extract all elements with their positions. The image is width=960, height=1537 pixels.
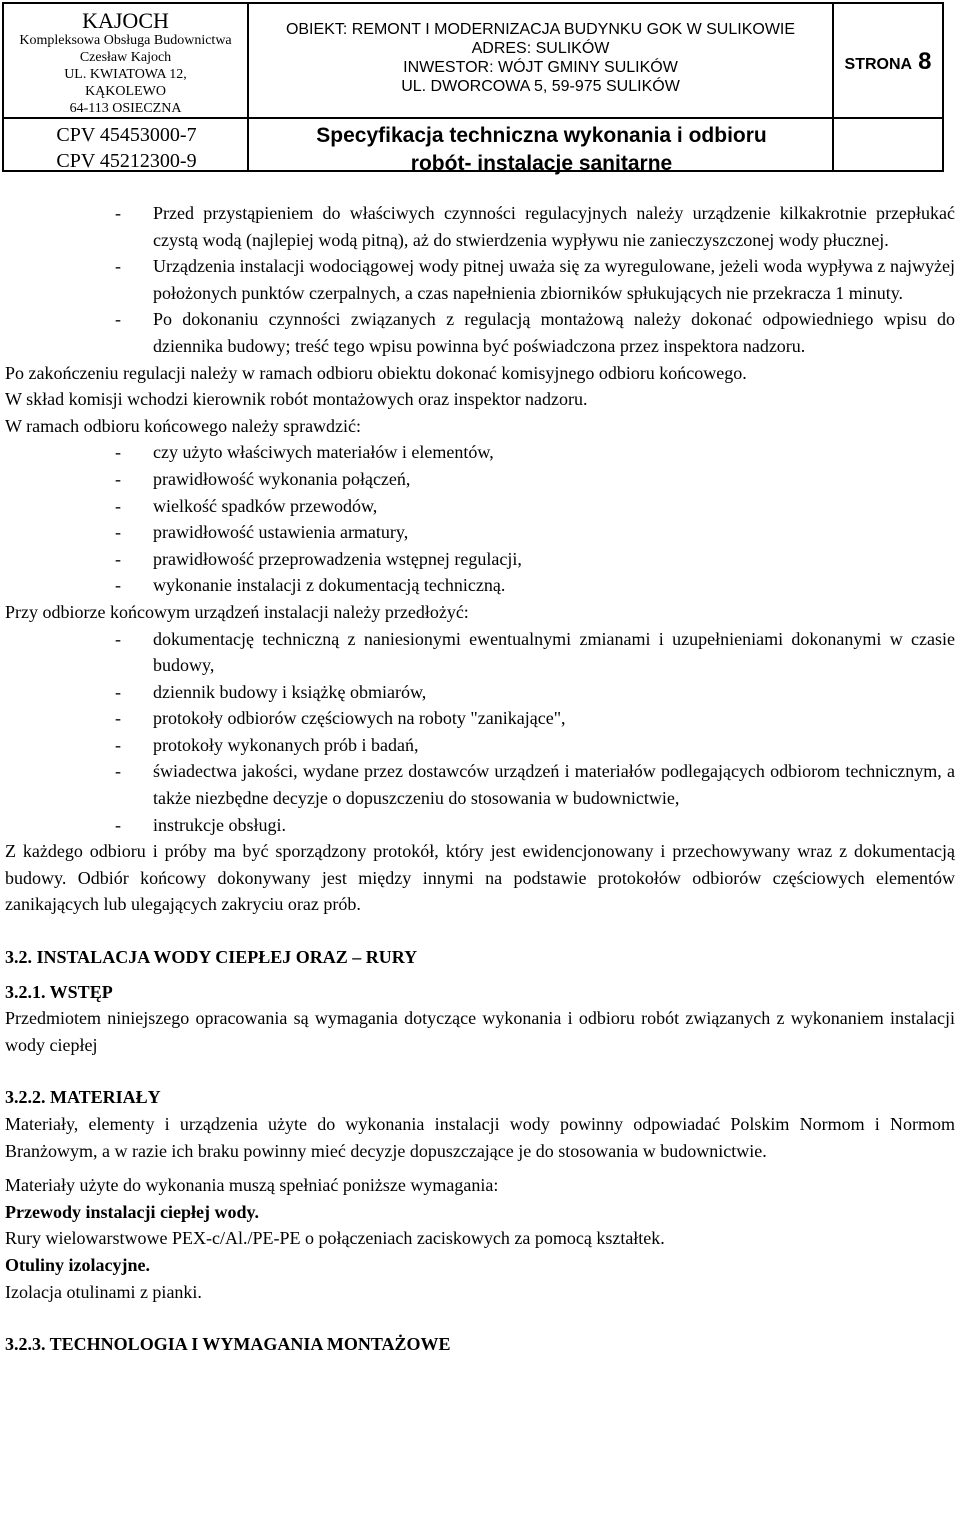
bold-label: Otuliny izolacyjne. xyxy=(5,1254,150,1275)
paragraph: Izolacja otulinami z pianki. xyxy=(5,1281,202,1302)
list-item: - protokoły wykonanych prób i badań, xyxy=(5,732,955,759)
project-investor: INWESTOR: WÓJT GMINY SULIKÓW xyxy=(403,59,678,76)
page-header xyxy=(2,2,944,175)
cpv-code: CPV 45212300-9 xyxy=(56,150,197,172)
cpv-code: CPV 45453000-7 xyxy=(56,124,197,146)
list-item: - prawidłowość wykonania połączeń, xyxy=(5,466,955,493)
page-number: 8 xyxy=(918,48,932,75)
spacer xyxy=(5,1164,955,1172)
paragraph: W skład komisji wchodzi kierownik robót montażowych oraz inspektor nadzoru. xyxy=(5,389,588,410)
list-item: - prawidłowość przeprowadzenia wstępnej regulacji, xyxy=(5,546,955,573)
section-heading: 3.2.2. MATERIAŁY xyxy=(5,1087,161,1108)
list-item: - Urządzenia instalacji wodociągowej wody pitnej uważa się za wyregulowane, jeżeli woda wypływa z najwyżej położonych punktów czerpalnych, a czas napełnienia zbiorników spłukujących nie przekracza 1 minuty. xyxy=(5,253,955,306)
list-item: - Po dokonaniu czynności związanych z regulacją montażową należy dokonać odpowiedniego wpisu do dziennika budowy; treść tego wpisu powinna być poświadczona przez inspektora nadzoru. xyxy=(5,306,955,359)
paragraph: Materiały użyte do wykonania muszą spełniać poniższe wymagania: xyxy=(5,1175,499,1196)
page-number-block xyxy=(834,4,942,119)
company-info xyxy=(4,4,247,117)
company-name: KAJOCH xyxy=(82,8,169,33)
list-item: - świadectwa jakości, wydane przez dostawców urządzeń i materiałów podlegających odbiorom technicznym, a także niezbędne decyzje o dopuszczeniu do stosowania w budownictwie, xyxy=(5,758,955,811)
list-item: - prawidłowość ustawienia armatury, xyxy=(5,519,955,546)
paragraph: Po zakończeniu regulacji należy w ramach odbioru obiektu dokonać komisyjnego odbioru końcowego. xyxy=(5,362,747,383)
paragraph: Z każdego odbioru i próby ma być sporządzony protokół, który jest ewidencjonowany i przechowywany wraz z dokumentacją budowy. Odbiór końcowy dokonywany jest między innymi na podstawie protokołów odbiorów częściowych elementów zanikających lub ulegających zakryciu oraz prób. xyxy=(5,841,955,915)
project-object: OBIEKT: REMONT I MODERNIZACJA BUDYNKU GOK W SULIKOWIE xyxy=(285,21,796,38)
spacer xyxy=(5,1305,955,1331)
document-body xyxy=(5,200,955,1358)
company-owner: Czesław Kajoch xyxy=(79,50,172,65)
spec-title xyxy=(249,122,834,178)
list-item: - wielkość spadków przewodów, xyxy=(5,493,955,520)
bold-label: Przewody instalacji ciepłej wody. xyxy=(5,1201,259,1222)
list-item: - instrukcje obsługi. xyxy=(5,812,955,839)
project-block xyxy=(249,4,834,175)
paragraph: Przy odbiorze końcowym urządzeń instalacji należy przedłożyć: xyxy=(5,601,469,622)
page-label: STRONA xyxy=(844,56,913,73)
cpv-codes xyxy=(4,122,249,174)
spacer xyxy=(5,971,955,979)
project-investor-address: UL. DWORCOWA 5, 59-975 SULIKÓW xyxy=(401,78,680,95)
list-item: - dokumentację techniczną z naniesionymi ewentualnymi zmianami i uzupełnieniami dokonanymi w czasie budowy, xyxy=(5,626,955,679)
section-heading: 3.2.1. WSTĘP xyxy=(5,981,113,1002)
company-subtitle: Kompleksowa Obsługa Budownictwa xyxy=(19,33,232,48)
company-block xyxy=(4,4,249,170)
page-indicator xyxy=(834,4,942,76)
project-address: ADRES: SULIKÓW xyxy=(471,40,610,57)
list-item: - wykonanie instalacji z dokumentacją techniczną. xyxy=(5,572,955,599)
spec-title-line-1: Specyfikacja techniczna wykonania i odbioru xyxy=(316,124,767,147)
company-village: KĄKOLEWO xyxy=(85,84,166,99)
section-heading: 3.2.3. TECHNOLOGIA I WYMAGANIA MONTAŻOWE xyxy=(5,1334,451,1355)
company-street: UL. KWIATOWA 12, xyxy=(64,67,187,82)
project-info xyxy=(249,4,832,96)
spec-title-line-2: robót- instalacje sanitarne xyxy=(410,152,673,175)
list-item: - dziennik budowy i książkę obmiarów, xyxy=(5,679,955,706)
list-item: - protokoły odbiorów częściowych na roboty "zanikające", xyxy=(5,705,955,732)
spacer xyxy=(5,918,955,944)
list-item: - Przed przystąpieniem do właściwych czynności regulacyjnych należy urządzenie kilkakrotnie przepłukać czystą wodą (najlepiej wodą pitną), aż do stwierdzenia wypływu nie zanieczyszczonej wody płucznej. xyxy=(5,200,955,253)
paragraph: Rury wielowarstwowe PEX-c/Al./PE-PE o połączeniach zaciskowych za pomocą kształtek. xyxy=(5,1228,665,1249)
paragraph: W ramach odbioru końcowego należy sprawdzić: xyxy=(5,415,362,436)
section-heading: 3.2. INSTALACJA WODY CIEPŁEJ ORAZ – RURY xyxy=(5,947,418,968)
company-postal: 64-113 OSIECZNA xyxy=(69,101,182,116)
paragraph: Materiały, elementy i urządzenia użyte do wykonania instalacji wody powinny odpowiadać Polskim Normom i Normom Branżowym, a w razie ich braku powinny mieć decyzje dopuszczające je do stosowania w budownictwie. xyxy=(5,1114,955,1161)
list-item: - czy użyto właściwych materiałów i elementów, xyxy=(5,439,955,466)
paragraph: Przedmiotem niniejszego opracowania są wymagania dotyczące wykonania i odbioru robót związanych z wykonaniem instalacji wody ciepłej xyxy=(5,1008,955,1055)
spacer xyxy=(5,1058,955,1084)
